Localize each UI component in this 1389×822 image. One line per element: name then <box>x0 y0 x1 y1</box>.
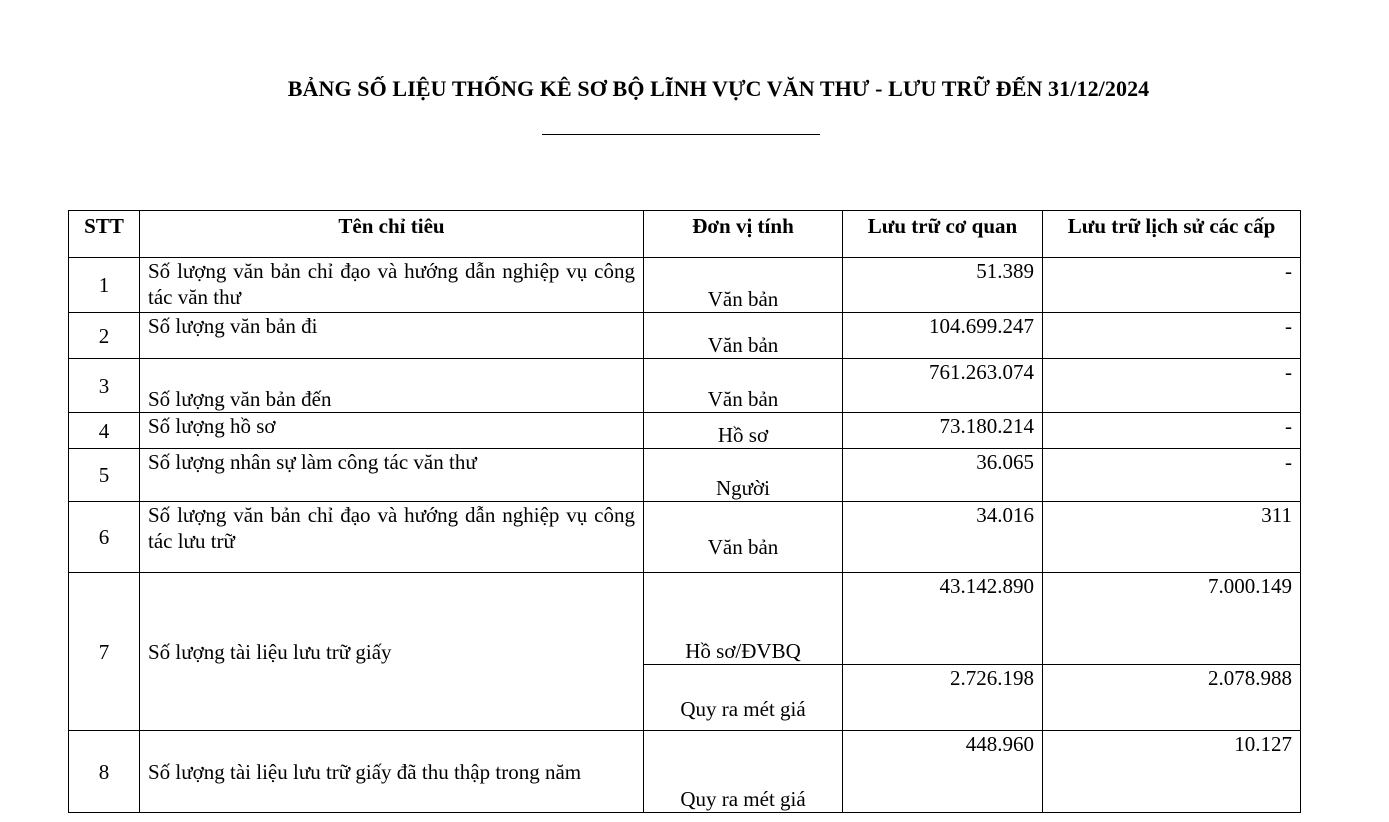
statistics-table <box>68 210 1301 813</box>
row-agency-value: 448.960 <box>843 731 1043 813</box>
row-name: Số lượng tài liệu lưu trữ giấy đã thu thập trong năm <box>140 731 644 813</box>
row-stt: 7 <box>69 573 140 731</box>
row-unit: Văn bản <box>644 313 843 359</box>
row-stt: 4 <box>69 413 140 449</box>
table-row <box>69 313 1301 359</box>
row-name: Số lượng văn bản chỉ đạo và hướng dẫn nghiệp vụ công tác văn thư <box>140 258 644 313</box>
row-unit: Quy ra mét giá <box>644 665 843 731</box>
row-history-value: 10.127 <box>1043 731 1301 813</box>
row-history-value: - <box>1043 449 1301 502</box>
row-agency-value: 43.142.890 <box>843 573 1043 665</box>
row-name: Số lượng tài liệu lưu trữ giấy <box>140 573 644 731</box>
row-history-value: 7.000.149 <box>1043 573 1301 665</box>
row-stt: 8 <box>69 731 140 813</box>
row-agency-value: 51.389 <box>843 258 1043 313</box>
row-unit: Hồ sơ/ĐVBQ <box>644 573 843 665</box>
table-row <box>69 258 1301 313</box>
row-stt: 2 <box>69 313 140 359</box>
row-unit: Văn bản <box>644 359 843 413</box>
page-title: BẢNG SỐ LIỆU THỐNG KÊ SƠ BỘ LĨNH VỰC VĂN THƯ - LƯU TRỮ ĐẾN 31/12/2024 <box>287 76 1150 101</box>
row-history-value: 2.078.988 <box>1043 665 1301 731</box>
header-agency-archive: Lưu trữ cơ quan <box>843 211 1043 258</box>
table-header-row <box>69 211 1301 258</box>
row-unit: Văn bản <box>644 258 843 313</box>
header-stt: STT <box>69 211 140 258</box>
table-row <box>69 449 1301 502</box>
table-row <box>69 359 1301 413</box>
header-name: Tên chỉ tiêu <box>140 211 644 258</box>
header-unit: Đơn vị tính <box>644 211 843 258</box>
row-history-value: - <box>1043 413 1301 449</box>
row-agency-value: 2.726.198 <box>843 665 1043 731</box>
row-history-value: - <box>1043 313 1301 359</box>
row-unit: Quy ra mét giá <box>644 731 843 813</box>
row-agency-value: 34.016 <box>843 502 1043 573</box>
row-stt: 1 <box>69 258 140 313</box>
header-historical-archive: Lưu trữ lịch sử các cấp <box>1043 211 1301 258</box>
row-agency-value: 761.263.074 <box>843 359 1043 413</box>
row-unit: Văn bản <box>644 502 843 573</box>
row-stt: 6 <box>69 502 140 573</box>
row-stt: 5 <box>69 449 140 502</box>
row-name: Số lượng hồ sơ <box>140 413 644 449</box>
row-history-value: - <box>1043 359 1301 413</box>
row-agency-value: 73.180.214 <box>843 413 1043 449</box>
row-agency-value: 36.065 <box>843 449 1043 502</box>
row-history-value: - <box>1043 258 1301 313</box>
table-row <box>69 573 1301 665</box>
table-row <box>69 502 1301 573</box>
row-agency-value: 104.699.247 <box>843 313 1043 359</box>
row-stt: 3 <box>69 359 140 413</box>
row-unit: Người <box>644 449 843 502</box>
row-name: Số lượng nhân sự làm công tác văn thư <box>140 449 644 502</box>
table-row <box>69 413 1301 449</box>
row-name: Số lượng văn bản chỉ đạo và hướng dẫn nghiệp vụ công tác lưu trữ <box>140 502 644 573</box>
table-row <box>69 731 1301 813</box>
row-history-value: 311 <box>1043 502 1301 573</box>
row-name: Số lượng văn bản đi <box>140 313 644 359</box>
row-name: Số lượng văn bản đến <box>140 359 644 413</box>
row-unit: Hồ sơ <box>644 413 843 449</box>
title-underline <box>542 134 820 135</box>
